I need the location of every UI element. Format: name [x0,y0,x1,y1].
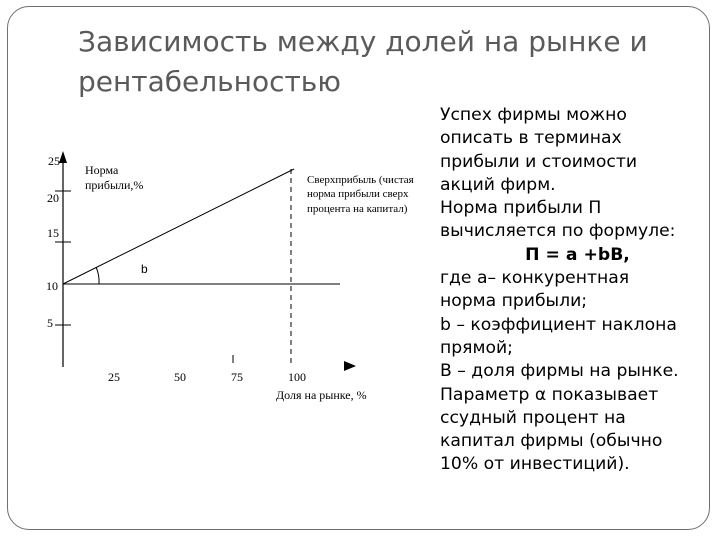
body-line: Успех фирмы можно [440,105,627,125]
body-line: 10% от инвестиций). [440,454,630,475]
y-tick-label: 25 [48,154,60,168]
x-tick-label: 25 [108,370,120,384]
body-line: где a– конкурентная [440,268,630,289]
body-line: норма прибыли; [440,291,588,312]
body-line: прямой; [440,337,513,358]
body-line: акций фирм. [440,174,556,195]
slide-title [78,22,698,102]
slope-angle-arc [96,267,99,284]
title-line: Зависимость между долей на рынке и [78,25,648,58]
slope-label: b [141,262,148,276]
x-tick-label: 50 [174,370,186,384]
y-tick-label: 10 [46,279,58,293]
y-axis-label: прибыли,% [85,178,144,192]
x-ticks [108,355,306,384]
y-ticks [46,154,71,330]
body-line: описать в терминах [440,128,622,149]
y-tick-label: 15 [47,226,59,240]
x-axis-arrow [344,361,356,371]
profit-vs-share-chart [40,145,414,405]
body-line: b – коэффициент наклона [440,314,677,335]
formula-line: П = a +bВ, [525,244,630,265]
y-axis-arrow [59,151,67,163]
body-line: ссудный процент на [440,407,626,428]
annotation-text: норма прибыли сверх [307,188,409,200]
title-line: рентабельностью [78,65,341,98]
y-axis-label: Норма [85,163,119,177]
body-line: Параметр α показывает [440,384,659,405]
body-line: Норма прибыли П [440,198,602,219]
body-line: капитал фирмы (обычно [440,431,663,452]
body-line: вычисляется по формуле: [440,221,676,242]
body-text [440,104,715,477]
x-tick-label: 100 [288,370,306,384]
annotation-text: Сверхприбыль (чистая [307,174,414,186]
body-line: прибыли и стоимости [440,151,638,172]
annotation-text: процента на капитал) [307,203,408,215]
x-axis-label: Доля на рынке, % [276,388,367,402]
x-tick-label: 75 [231,370,243,384]
body-line: В – доля фирмы на рынке. [440,361,679,382]
y-tick-label: 20 [47,191,59,205]
y-tick-label: 5 [47,316,53,330]
